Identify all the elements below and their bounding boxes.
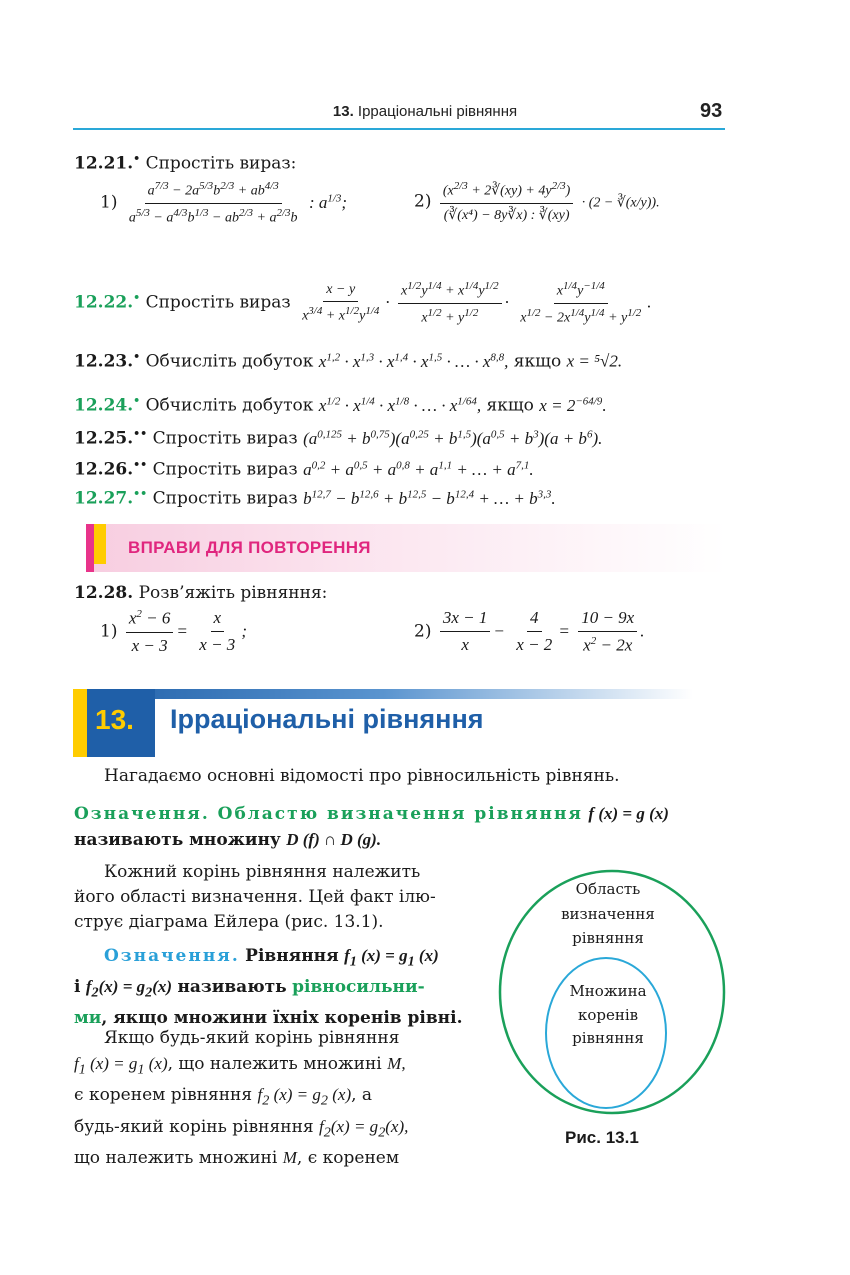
exercise-12-21-item-1: 1) $\frac{a^{7/3} - 2a^{5/3}b^{2/3} + ab^{4/3}}{a^{5/3} - a^{4/3}b^{1/3} - ab^{2/3} + a^{2/3}b}$ : $a^{1/3}$; (100, 180, 348, 226)
repetition-tab (86, 524, 94, 572)
exercise-12-28: 12.28. Розв’яжіть рівняння: (74, 583, 328, 603)
inner-label-2: коренів (577, 1006, 639, 1024)
exercise-12-26: 12.26.•• Спростіть вираз $a^{0,2} + a^{0,5} + a^{0,8} + a^{1,1}$ + … + $a^{7,1}$. (74, 458, 534, 480)
paragraph-proof: Якщо будь-який корінь рівняння $f_1$ $(x) = g_1$ (x), що належить множині M, є коренем рівняння $f_2$ $(x) = g_2$ (x), а будь-який корінь рівняння $f_2(x) = g_2(x)$, що належить множині M, є коренем (74, 1028, 409, 1169)
exercise-12-21: 12.21.• Спростіть вираз: (74, 152, 297, 174)
running-head: 13. Ірраціональні рівняння (332, 103, 518, 120)
exercise-12-28-item-2: 2) $\frac{3x - 1}{x}$ − $\frac{4}{x - 2}$ = $\frac{10 - 9x}{x^2 - 2x}$ . (414, 608, 645, 655)
repetition-title: ВПРАВИ ДЛЯ ПОВТОРЕННЯ (128, 538, 371, 557)
exercise-12-21-item-2: 2) $\frac{(x^{2/3} + 2∛(xy) + 4y^{2/3})}{\text{(∛(x⁴) − 8y∛x) : ∛(xy)}}$ · (2 − ∛(x/y)). (414, 180, 660, 223)
intro-paragraph: Нагадаємо основні відомості про рівносильність рівнянь. (104, 766, 620, 786)
definition-equivalent: Означення. Рівняння $f_1$ $(x) = g_1$ (x) і $f_2(x) = g_2(x)$ називають рівносильни- ми, якщо множини їхніх коренів рівні. (74, 946, 463, 1028)
section-accent (73, 689, 87, 757)
section-number: 13. (95, 704, 134, 735)
inner-label-1: Множина (569, 982, 647, 1000)
paragraph-euler: Кожний корінь рівняння належить його області визначення. Цей факт ілю- струє діаграма Ейлера (рис. 13.1). (74, 862, 436, 932)
inner-label-3: рівняння (572, 1029, 644, 1047)
header-rule (73, 128, 725, 130)
repetition-accent (94, 524, 106, 564)
definition-domain: Означення. Областю визначення рівняння f (x) = g (x) називають множину D (f) ∩ D (g). (74, 804, 669, 850)
section-banner (73, 689, 693, 699)
outer-label-1: Область (575, 880, 641, 898)
exercise-12-25: 12.25.•• Спростіть вираз $(a^{0,125} + b^{0,75})(a^{0,25} + b^{1,5})(a^{0,5} + b^3)(a + b^6)$. (74, 427, 603, 449)
outer-label-3: рівняння (572, 929, 644, 947)
exercise-12-24: 12.24.• Обчисліть добуток $x^{1/2} \cdot x^{1/4} \cdot x^{1/8}$ · … · $x^{1/64}$, якщо $x = 2^{-64/9}$. (74, 394, 607, 416)
euler-diagram (498, 868, 728, 1118)
figure-caption: Рис. 13.1 (565, 1128, 639, 1147)
exercise-12-27: 12.27.•• Спростіть вираз $b^{12,7} - b^{12,6} + b^{12,5} - b^{12,4}$ + … + $b^{3,3}$. (74, 487, 556, 509)
section-title: Ірраціональні рівняння (170, 704, 484, 734)
exercise-12-28-item-1: 1) $\frac{x^2 - 6}{x - 3}$ = $\frac{x}{x - 3}$ ; (100, 608, 247, 655)
exercise-12-22: 12.22.• Спростіть вираз $\frac{x - y}{x^{3/4} + x^{1/2}y^{1/4}}$ · $\frac{x^{1/2}y^{1/4} + x^{1/4}y^{1/2}}{x^{1/2} + y^{1/2}}$ · $\frac{x^{1/4}y^{-1/4}}{x^{1/2} - 2x^{1/4}y^{1/4} + y^{1/2}}$ . (74, 280, 652, 326)
page-number: 93 (700, 100, 723, 122)
exercise-12-23: 12.23.• Обчисліть добуток $x^{1,2} \cdot x^{1,3} \cdot x^{1,4} \cdot x^{1,5}$ · … · $x^{8,8}$, якщо x = ⁵√2. (74, 350, 623, 372)
outer-label-2: визначення (561, 905, 655, 923)
